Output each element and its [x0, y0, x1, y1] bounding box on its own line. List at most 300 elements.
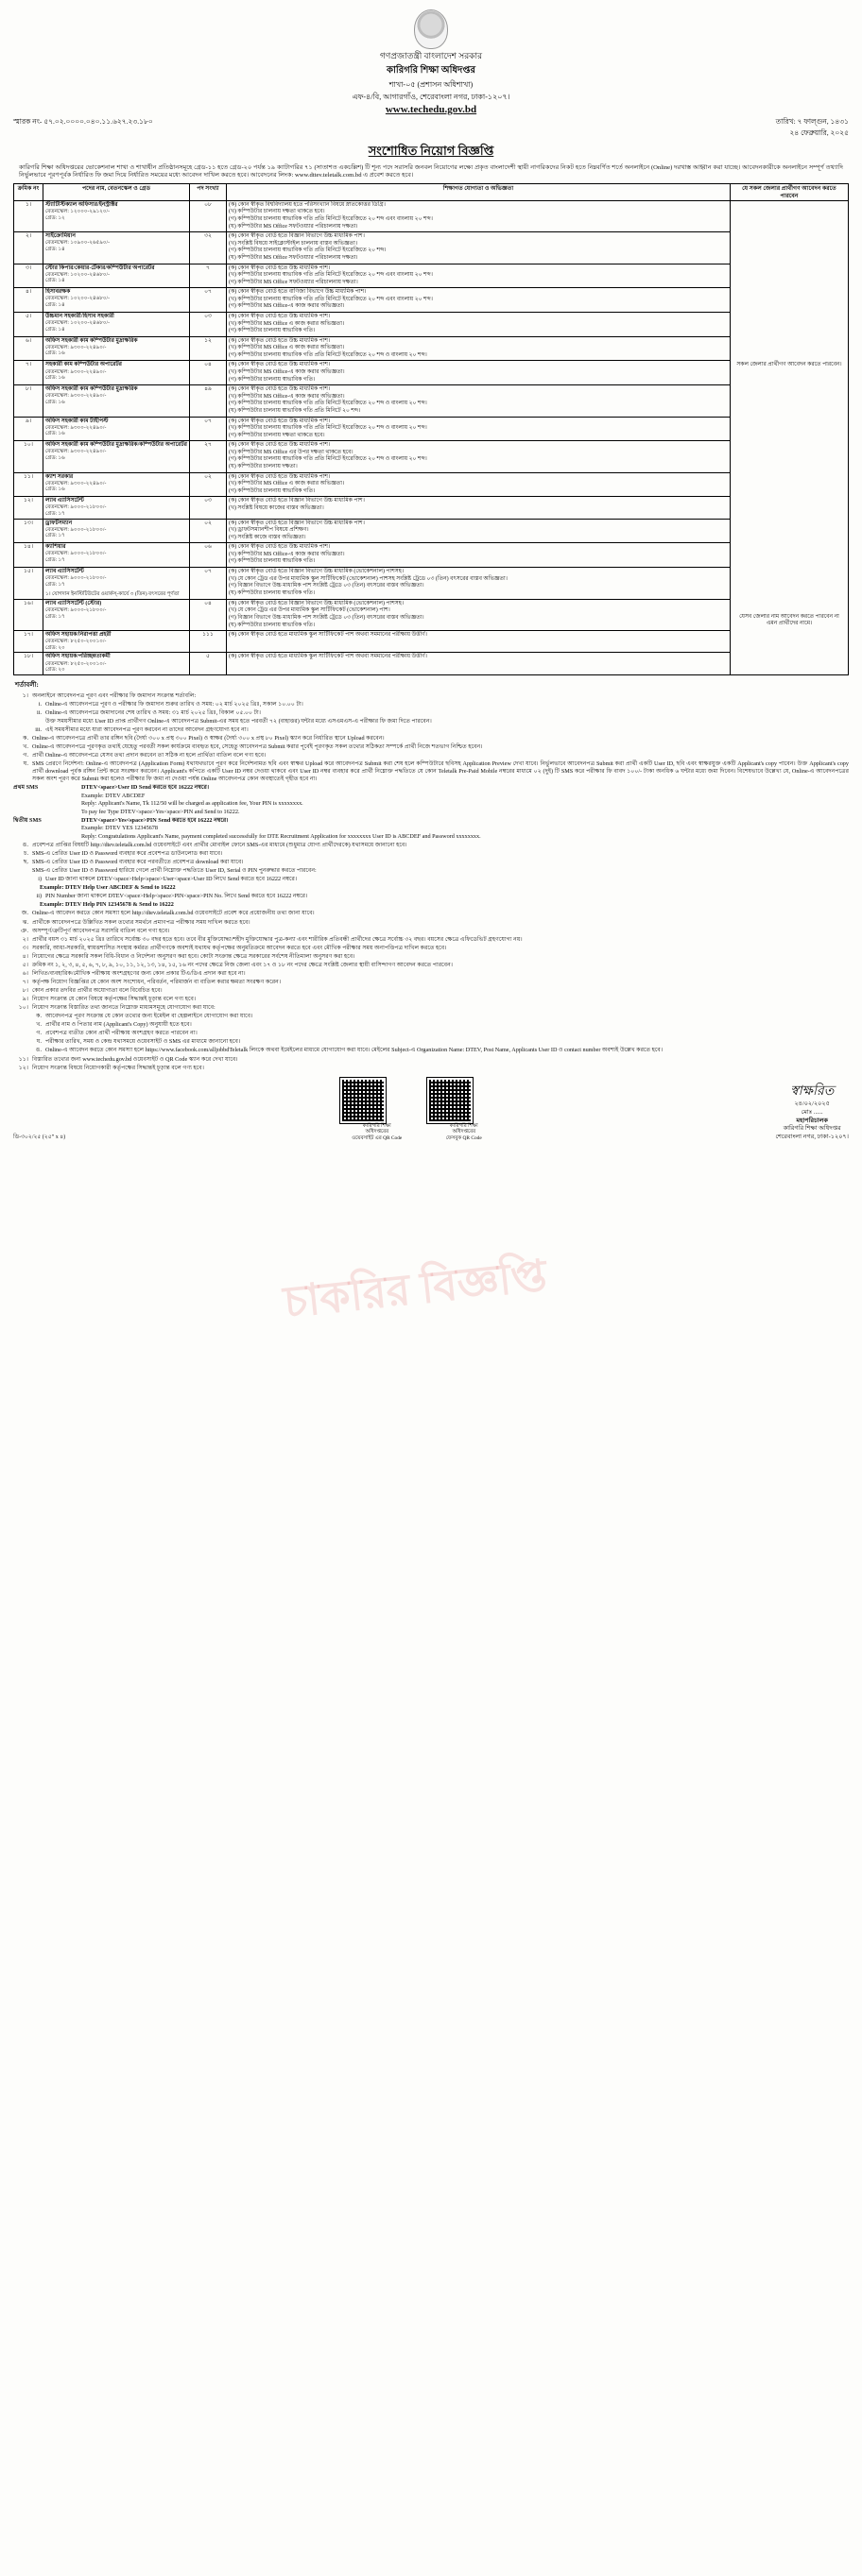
qualification-line: (ক) কোন স্বীকৃত বোর্ড হতে বিজ্ঞান বিভাগে উচ্চ মাধ্যমিক পাশ।: [229, 520, 365, 526]
post-title: ক্যাশিয়ার: [45, 544, 66, 551]
cell-post: [43, 313, 190, 337]
cell-sl: ১৬।: [14, 599, 43, 630]
th-district: যে সকল জেলার প্রার্থীগণ আবেদন করতে পারবেন: [731, 184, 849, 201]
condition-subitem: [26, 718, 849, 725]
condition-number: ঘ.: [36, 1038, 42, 1046]
cell-post: [43, 232, 190, 264]
cell-qualification: [227, 264, 731, 288]
condition-text: আবেদনপত্র পূরণ সংক্রান্ত যে কোন তথ্যের জন্য ইমেইল বা হেল্পলাইনে যোগাযোগ করা যাবে।: [45, 1013, 253, 1020]
cell-post: [43, 264, 190, 288]
signature-scribble: স্বাক্ষরিত: [790, 1083, 835, 1100]
subitem-text: Online-এ আবেদনপত্রে পূরণ ও পরীক্ষার ফি জমাদান শুরুর তারিখ ও সময়: ০২ মার্চ ২০২৫ খ্রিঃ, সকাল ১০.০০ টা।: [45, 700, 303, 708]
condition-number: ৪।: [22, 952, 28, 960]
post-title: সাইক্রোমিয়ান: [45, 233, 76, 240]
grade: গ্রেড: ১৬: [45, 350, 65, 357]
cell-qualification: [227, 497, 731, 519]
condition-subitem: [26, 709, 849, 717]
condition-item: [13, 743, 849, 751]
grade: গ্রেড: ১৪: [45, 246, 65, 252]
pay-scale: বেতনস্কেল: ৮২৫০-২০০১০/-: [45, 660, 107, 667]
qualification-line: (খ) ড্রাফটসম্যানশীপ বিষয়ে প্রশিক্ষণ।: [229, 527, 309, 534]
post-title: অফিস সহকারী কাম কম্পিউটার মুদ্রাক্ষরিক/কম্পিউটার অপারেটর: [45, 442, 187, 449]
numbered-condition: [13, 953, 849, 961]
memo-date-bar: [13, 117, 849, 140]
cell-sl: ১।: [14, 200, 43, 231]
district-note-line: যেসব জেলার নাম আবেদন করতে পারবেন না এমন প্রার্থীদের নামে।: [739, 613, 839, 626]
grade: গ্রেড: ১৭: [45, 510, 65, 517]
qualification-line: (খ) কম্পিউটার চালনায় স্বাভাবিক গতি প্রতি মিনিটে ইংরেজিতে ২০ শব্দ এবং বাংলায় ২০ শব্দ।: [229, 272, 433, 279]
page-title: সংশোধিত নিয়োগ বিজ্ঞপ্তি: [368, 143, 494, 158]
recovery-example-text: Example: DTEV Help User ABCDEF & Send to 16222: [40, 884, 176, 892]
cell-qualification: [227, 543, 731, 568]
second-sms-example: Example: DTEV YES 12345678: [81, 825, 158, 832]
sms-instructions: [13, 784, 849, 841]
post-title: ল্যাব এ্যাসিসটেন্ট: [45, 498, 84, 504]
second-sms-format: DTEV<space>Yes<space>PIN Send করতে হবে 16222 নম্বরে।: [81, 816, 229, 824]
condition-item: [13, 760, 849, 783]
table-row: [14, 441, 849, 472]
qr2-caption-1: কারিগরি শিক্ষা: [449, 1122, 478, 1129]
qualification-line: (ক) কোন স্বীকৃত বোর্ড হতে উচ্চ মাধ্যমিক পাশ।: [229, 314, 331, 319]
condition-number: ১০।: [18, 1004, 28, 1012]
cell-sl: ১৮।: [14, 653, 43, 674]
intro-paragraph: কারিগরি শিক্ষা অধিদপ্তরের ভোকেশনাল শাখা ও শাখাধীন প্রতিষ্ঠানসমূহে গ্রেড-১১ হতে গ্রেড-২০ পর্যন্ত ১৯ ক্যাটাগরির ৭১ (সাতাশত একচল্লিশ) টি শূন্য পদে সরাসরি জনবল নিয়োগের লক্ষ্যে প্রকৃত বাংলাদেশী স্থায়ী নাগরিকদের নিকট হতে নিম্নবর্ণিত শর্তে অনলাইনে (Online) দরখাস্ত আহ্বান করা যাচ্ছে। আবেদনকারীকে অনলাইনে সম্পূর্ণ তথ্যাদি নির্ভুলভাবে পূরণপূর্বক নির্ধারিত ফি জমা দিয়ে নির্ধারিত সময়ের মধ্যে আবেদন দাখিল করতে হবে। আবেদনের লিংক: www.dttev.teletalk.com.bd এ প্রবেশ করতে হবে।: [19, 163, 843, 179]
qr1-caption-3: ওয়েবসাইট এর QR Code: [352, 1135, 403, 1142]
pay-scale: বেতনস্কেল: ৯০০০-২১৮০০/-: [45, 551, 107, 557]
signatory-designation-3: শেরেবাংলা নগর, ঢাকা-১২০৭।: [775, 1134, 849, 1141]
condition-number: গ.: [36, 1030, 42, 1037]
post-title: অফিস সহকারী কাম টাইপিস্ট: [45, 418, 109, 424]
table-row: [14, 200, 849, 231]
table-row: [14, 631, 849, 653]
grade: গ্রেড: ২০: [45, 667, 65, 674]
cell-post: [43, 336, 190, 361]
cell-vacancy-count: ০৭: [190, 568, 227, 600]
pay-scale: বেতনস্কেল: ৯০০০-২১৮০০/-: [45, 526, 107, 533]
condition-text: নিয়োগের ক্ষেত্রে সরকারি সকল বিধি-বিধান ও নির্দেশনা অনুসরণ করা হবে। কোটা সংক্রান্ত ক্ষেত্রে সরকারের সর্বশেষ নীতিমালা অনুসরণ করা হবে।: [32, 952, 355, 960]
numbered-condition: [13, 987, 849, 995]
cell-post: [43, 543, 190, 568]
qualification-line: (ঘ) কম্পিউটার চালনায় স্বাভাবিক গতি।: [229, 622, 316, 628]
table-row: [14, 232, 849, 264]
recovery-example: [40, 901, 849, 909]
pay-scale: বেতনস্কেল: ৯৩০০-২২৪৯০/-: [45, 449, 107, 455]
qualification-line: (ক) কোন স্বীকৃত বোর্ড হতে উচ্চ মাধ্যমিক পাশ।: [229, 418, 331, 424]
pay-scale: বেতনস্কেল: ৯৩০০-২২৪৯০/-: [45, 424, 107, 431]
document-footer: [13, 1078, 849, 1142]
grade: গ্রেড: ২০: [45, 644, 65, 651]
office-address: এফ-৪/বি, আগারগাঁও, শেরেবাংলা নগর, ঢাকা-১২০৭।: [352, 92, 510, 101]
table-row: [14, 385, 849, 417]
table-row: [14, 519, 849, 543]
cell-vacancy-count: ০২: [190, 472, 227, 497]
post-title: ড্রাফটসম্যান: [45, 520, 73, 526]
qualification-line: (ক) কোন স্বীকৃত বোর্ড হতে উচ্চ মাধ্যমিক পাশ।: [229, 362, 331, 368]
cell-vacancy-count: ০৬: [190, 543, 227, 568]
qualification-line: (ক) কোন স্বীকৃত বোর্ড হতে মাধ্যমিক স্কুল সার্টিফিকেট পাশ অথবা সমমানের পরীক্ষায় উত্তীর্ণ।: [229, 632, 427, 639]
cell-qualification: [227, 385, 731, 417]
cell-post: [43, 361, 190, 385]
condition-number: [13, 867, 32, 875]
document-header: [13, 9, 849, 115]
cell-post: [43, 599, 190, 630]
condition-item: [13, 919, 849, 927]
condition-subitem: [26, 726, 849, 734]
recovery-example: [40, 884, 849, 892]
post-extra-note: ১। যোগদান ইনস্টিটিউটের ওয়ার্কস্-কার্যে ৩ (তিন) বৎসরের পূর্ণতা: [45, 591, 180, 598]
cell-sl: ৪।: [14, 288, 43, 313]
cell-post: [43, 519, 190, 543]
condition-number: ৭।: [22, 978, 28, 985]
condition-text: অসম্পূর্ণ/ত্রুটিপূর্ণ আবেদনপত্র সরাসরি বাতিল বলে গণ্য হবে।: [32, 927, 170, 934]
qualification-line: (ক) কোন স্বীকৃত বোর্ড হতে উচ্চ মাধ্যমিক পাশ।: [229, 264, 331, 271]
condition-item: [13, 928, 849, 935]
qualification-line: (গ) কম্পিউটার চালনায় স্বাভাবিক গতি।: [229, 376, 316, 383]
watermark: চাকরির বিজ্ঞপ্তি: [281, 1251, 549, 1327]
condition-text: SMS-এ প্রেরিত User ID ও Password ব্যবহার করে প্রবেশপত্র ডাউনলোড করা যাবে।: [32, 850, 223, 857]
grade: গ্রেড: ১৬: [45, 399, 65, 405]
cell-vacancy-count: ০৩: [190, 313, 227, 337]
cell-qualification: [227, 653, 731, 674]
signature-block: [775, 1083, 849, 1142]
second-sms-label: দ্বিতীয় SMS: [13, 816, 42, 824]
table-row: [14, 313, 849, 337]
post-title: অফিস সহায়ক/নিরাপত্তা প্রহরী: [45, 632, 112, 639]
condition-item: [13, 859, 849, 866]
condition-text: Online-এ আবেদন করতে কোন সমস্যা হলে http://dtev.teletalk.com.bd ওয়েবসাইটে প্রবেশ করে প্রয়োজনীয় তথ্য জানা যাবে।: [32, 910, 315, 917]
table-row: [14, 497, 849, 519]
th-count: পদ সংখ্যা: [190, 184, 227, 201]
qualification-line: (ক) কোন স্বীকৃত বোর্ড হতে বিজ্ঞান বিভাগে উচ্চ মাধ্যমিক (ভোকেশনাল) পাশসহ।: [229, 569, 405, 575]
post-title: স্টোর কিপার/কেয়ার-টেকার/কম্পিউটার অপারেটর: [45, 264, 155, 271]
cell-sl: ৯।: [14, 417, 43, 441]
pay-scale: বেতনস্কেল: ১০২০০-২৪৬৮০/-: [45, 320, 110, 327]
condition-text: SMS-এ প্রেরিত User ID ও Password ব্যবহার করে পরবর্তীতে প্রবেশপত্র download করা যাবে।: [32, 859, 244, 866]
first-sms-format: DTEV<space>User ID Send করতে হবে 16222 নম্বরে।: [81, 784, 210, 792]
table-row: [14, 264, 849, 288]
pay-scale: বেতনস্কেল: ৮২৫০-২০০১০/-: [45, 639, 107, 645]
cell-qualification: [227, 313, 731, 337]
conditions-title: শর্তাবলী:: [15, 680, 39, 689]
condition-number: ক.: [23, 735, 28, 742]
cell-district-note: [731, 200, 849, 674]
conditions-section: [13, 679, 849, 1072]
condition-number: জ.: [21, 910, 28, 917]
cell-vacancy-count: ৩২: [190, 232, 227, 264]
cell-sl: ১০।: [14, 441, 43, 472]
qualification-line: (খ) কম্পিউটার MS Office এর উপর দক্ষতা থাকতে হবে।: [229, 449, 353, 455]
cell-qualification: [227, 361, 731, 385]
condition-number: ii): [36, 893, 42, 900]
govt-emblem-icon: [414, 9, 448, 49]
branch-name: শাখা-০৫ (প্রশাসন অধিশাখা): [388, 79, 474, 89]
cell-qualification: [227, 441, 731, 472]
subitem-text: এই সময়সীমার মধ্যে যারা আবেদনপত্র পূরণ করবেন না তাদের আবেদন গ্রহণযোগ্য হবে না।: [45, 725, 249, 733]
recovery-item: [26, 876, 849, 883]
post-title: ল্যাব এ্যাসিসটেন্ট: [45, 569, 84, 575]
th-qualification: শিক্ষাগত যোগ্যতা ও অভিজ্ঞতা: [227, 184, 731, 201]
post-title: সহকারী কাম কম্পিউটার অপারেটর: [45, 362, 122, 368]
qualification-line: (ক) কোন স্বীকৃত বোর্ড হতে উচ্চ মাধ্যমিক পাশ।: [229, 473, 331, 480]
first-sms-label: প্রথম SMS: [13, 784, 39, 792]
cell-qualification: [227, 472, 731, 497]
qualification-line: (গ) কম্পিউটার MS Office-এ কাজ করার অভিজ্ঞতা।: [229, 303, 345, 310]
subitem-text: Online-এ আবেদনপত্রে জমাদানের শেষ তারিখ ও সময়: ৩১ মার্চ ২০২৫ খ্রিঃ, বিকাল ০৫.০০ টা।: [45, 708, 261, 716]
grade: গ্রেড: ১৭: [45, 556, 65, 563]
cell-sl: ৩।: [14, 264, 43, 288]
grade: গ্রেড: ১৭: [45, 613, 65, 620]
qualification-line: (গ) কম্পিউটার চালনায় স্বাভাবিক গতি প্রতি মিনিটে ইংরেজিতে ২০ শব্দ ও বাংলায় ২০ শব্দ।: [229, 401, 427, 407]
condition-number: গ.: [23, 752, 28, 759]
cell-vacancy-count: ০৭: [190, 417, 227, 441]
post-title: অফিস সহকারী কাম কম্পিউটার মুদ্রাক্ষরিক: [45, 386, 138, 393]
table-header-row: [14, 184, 849, 201]
post-title: হিসাবরক্ষক: [45, 289, 71, 296]
grade: গ্রেড: ১৪: [45, 278, 65, 284]
date-en: ২৪ ফেব্রুয়ারি, ২০২৫: [789, 128, 849, 137]
post-title: ক্যাশ সরকার: [45, 473, 74, 480]
grade: গ্রেড: ১৬: [45, 431, 65, 437]
grade: গ্রেড: ১৬: [45, 486, 65, 493]
subitem-text: উক্ত সময়সীমার মধ্যে User ID প্রাপ্ত প্রার্থীগণ Online-এ আবেদনপত্র Submit-এর সময় হতে পরবর্তী ৭২ (বাহাত্তর) ঘন্টার মধ্যে এসএমএস-এ পরীক্ষার ফি জমা দিতে পারবেন।: [45, 717, 432, 725]
qualification-line: (খ) কম্পিউটার চালনায় স্বাভাবিক গতি প্রতি মিনিটে ইংরেজিতে ২০ শব্দ এবং বাংলায় ২০ শব্দ।: [229, 296, 433, 302]
condition-text: SMS-এ প্রেরিত User ID ও Password হারিয়ে গেলে প্রার্থী নিম্নোক্ত পদ্ধতিতে User ID, Serial ও PIN পুনরুদ্ধার করতে পারবেন:: [32, 867, 317, 875]
condition-number: ঞ.: [20, 927, 28, 934]
final-note: [13, 1056, 849, 1064]
cell-vacancy-count: ১২: [190, 336, 227, 361]
qualification-line: (ক) কোন স্বীকৃত বোর্ড হতে বিজ্ঞান বিভাগে উচ্চ মাধ্যমিক (ভোকেশনাল) পাশসহ।: [229, 600, 405, 606]
condition-number: ৬।: [22, 969, 28, 977]
cell-qualification: [227, 336, 731, 361]
condition-item: [13, 842, 849, 849]
cell-vacancy-count: ১১১: [190, 631, 227, 653]
qualification-line: (গ) কম্পিউটার MS Office সফটওয়্যার পরিচালনায় দক্ষতা।: [229, 279, 358, 285]
condition-number: ১।: [22, 691, 28, 699]
subitem-number: iii.: [35, 725, 42, 733]
qualification-line: (খ) কম্পিউটার MS Office-এ কাজ করার অভিজ্ঞতা।: [229, 393, 345, 400]
first-sms-next: To pay fee Type DTEV<space>Yes<space>PIN and Send to 16222.: [81, 808, 240, 815]
qualification-line: (গ) কম্পিউটার চালনায় স্বাভাবিক গতি প্রতি মিনিটে ইংরেজিতে ২০ শব্দ।: [229, 247, 387, 254]
govt-line-1: গণপ্রজাতন্ত্রী বাংলাদেশ সরকার: [379, 51, 483, 60]
post-title: অফিস সহকারী কাম কম্পিউটার মুদ্রাক্ষরিক: [45, 337, 138, 344]
qualification-line: (ক) কোন স্বীকৃত বিশ্ববিদ্যালয় হতে পরিসংখ্যান বিষয়ে স্নাতকোত্তর ডিগ্রি।: [229, 201, 386, 208]
condition-text: Online-এ আবেদনপত্রে প্রার্থী তার রঙ্গিন ছবি (দৈর্ঘ্য ৩০০ x প্রস্থ ৩০০ Pixel) ও স্বাক্ষর (দৈর্ঘ্য ৩০০ x প্রস্থ ৮০ Pixel) স্ক্যান করে নির্ধারিত স্থানে Upload করবেন।: [32, 735, 385, 742]
grade: গ্রেড: ১৪: [45, 301, 65, 308]
numbered-condition: [13, 936, 849, 944]
cell-post: [43, 200, 190, 231]
pay-scale: বেতনস্কেল: ৯৩০০-২২৪৯০/-: [45, 393, 107, 400]
cell-post: [43, 288, 190, 313]
qualification-line: (ক) কোন স্বীকৃত বোর্ড হতে উচ্চ মাধ্যমিক পাশ।: [229, 544, 331, 551]
pay-scale: বেতনস্কেল: ৯০০০-২১৮০০/-: [45, 575, 107, 582]
qualification-line: (খ) যে কোন ট্রেড এর উপর মাধ্যমিক স্কুল সার্টিফিকেট (ভোকেশনাল) পাশসহ সংশ্লিষ্ট ট্রেডে ০৩ (তিন) বৎসরের বাস্তব অভিজ্ঞতা।: [229, 575, 508, 582]
grade: গ্রেড: ১৬: [45, 375, 65, 382]
facebook-qr-code[interactable]: [427, 1078, 473, 1123]
qualification-line: (খ) কম্পিউটার চালনায় স্বাভাবিক গতি প্রতি মিনিটে ইংরেজিতে ২০ শব্দ ও বাংলায় ২০ শব্দ।: [229, 425, 427, 432]
condition-text: কোন প্রকার তদবির প্রার্থীর অযোগ্যতা বলে বিবেচিত হবে।: [32, 987, 163, 994]
cell-sl: ১২।: [14, 497, 43, 519]
signature-date: ২৪/০২/২০২৫: [794, 1100, 830, 1108]
qualification-line: (ঘ) কম্পিউটার MS Office সফটওয়্যার পরিচালনায় দক্ষতা।: [229, 254, 358, 261]
second-sms-reply: Reply: Congratulations Applicant's Name, payment completed successfully for DTE Recruitment Application for xxxxxxxx User ID is ABCDEF and Password xxxxxxxx.: [81, 832, 481, 840]
cell-qualification: [227, 631, 731, 653]
recovery-example-text: Example: DTEV Help PIN 12345678 & Send to 16222: [40, 901, 174, 909]
qualification-line: (ঘ) কম্পিউটার চালনায় স্বাভাবিক গতি প্রতি মিনিটে ২০ শব্দ।: [229, 407, 361, 414]
memo-number: স্মারক নং- ৫৭.০২.০০০০.০৪০.১১.৬২৭.২৩.১৮০: [13, 116, 153, 126]
cell-sl: ৮।: [14, 385, 43, 417]
pay-scale: বেতনস্কেল: ৯৩০০-২২৪৯০/-: [45, 480, 107, 486]
qualification-line: (খ) কম্পিউটার চালনায় দক্ষতা থাকতে হবে।: [229, 209, 325, 215]
subitem-number: i.: [38, 700, 42, 708]
cell-vacancy-count: ৭: [190, 264, 227, 288]
condition-number: ৯।: [22, 996, 28, 1003]
table-row: [14, 543, 849, 568]
qualification-line: (গ) কম্পিউটার চালনায় স্বাভাবিক গতি।: [229, 328, 316, 334]
th-sl: ক্রমিক নং: [14, 184, 43, 201]
condition-text: নিয়োগ সংক্রান্ত যে কোন বিষয়ে কর্তৃপক্ষের সিদ্ধান্তই চূড়ান্ত বলে গণ্য হবে।: [32, 996, 197, 1003]
pay-scale: বেতনস্কেল: ৯০০০-২১৮০০/-: [45, 504, 107, 511]
cell-vacancy-count: ০৪: [190, 361, 227, 385]
signatory-designation-1: মহাপরিচালক: [796, 1117, 828, 1124]
qualification-line: (ঘ) কম্পিউটার চালনায় দক্ষতা।: [229, 463, 298, 469]
condition-number: ক.: [36, 1013, 42, 1020]
cell-vacancy-count: ০৭: [190, 288, 227, 313]
qualification-line: (ক) কোন স্বীকৃত বোর্ড হতে উচ্চ মাধ্যমিক পাশ।: [229, 442, 331, 449]
subitem-number: ii.: [37, 708, 42, 716]
cell-qualification: [227, 200, 731, 231]
cell-sl: ৬।: [14, 336, 43, 361]
condition-number: ঙ.: [35, 1047, 42, 1054]
qualification-line: (ক) কোন স্বীকৃত বোর্ড হতে উচ্চ মাধ্যমিক পাশ।: [229, 386, 331, 393]
footer-memo: ডি-৩০২/২৫ (২৫” x ৪): [13, 1134, 66, 1140]
district-note-line: সকল জেলার প্রার্থীগণ আবেদন করতে পারবেন।: [736, 361, 842, 367]
table-row: [14, 653, 849, 674]
cell-qualification: [227, 417, 731, 441]
qr1-caption-2: অধিদপ্তরের: [365, 1129, 389, 1135]
subitem-number: [26, 718, 45, 725]
condition-number: ১১।: [18, 1055, 28, 1063]
grade: গ্রেড: ১৬: [45, 454, 65, 461]
pay-scale: বেতনস্কেল: ১০২০০-২৪৬৮০/-: [45, 296, 110, 302]
numbered-condition: [13, 970, 849, 978]
condition-text: অনলাইনে আবেদনপত্র পূরণ এবং পরীক্ষার ফি জমাদান সংক্রান্ত শর্তাবলি:: [32, 691, 197, 699]
condition-number: ৫।: [22, 961, 28, 968]
th-post: পদের নাম, বেতনস্কেল ও গ্রেড: [43, 184, 190, 201]
qualification-line: (গ) বিজ্ঞান বিভাগে উচ্চ মাধ্যমিক পাশ সংশ্লিষ্ট ট্রেডে ০৩ (তিন) বৎসরের বাস্তব অভিজ্ঞতা।: [229, 615, 424, 622]
cell-sl: ৫।: [14, 313, 43, 337]
cell-vacancy-count: ০৩: [190, 497, 227, 519]
posts-table: [13, 183, 849, 674]
qualification-line: (ক) কোন স্বীকৃত বোর্ড হতে মাধ্যমিক স্কুল সার্টিফিকেট পাশ অথবা সমমানের পরীক্ষায় উত্তীর্ণ।: [229, 654, 427, 660]
condition-item: [13, 850, 849, 858]
qualification-line: (ক) কোন স্বীকৃত বোর্ড হতে বিজ্ঞান বিভাগে উচ্চ মাধ্যমিক পাশ।: [229, 233, 365, 240]
pay-scale: বেতনস্কেল: ১০২০০-২৪৬৮০/-: [45, 271, 110, 278]
signatory-name: মোঃ ......: [801, 1108, 823, 1116]
numbered-condition: [13, 945, 849, 952]
condition-item: [13, 692, 849, 700]
pay-scale: বেতনস্কেল: ১০৯০০-২৬৫৯০/-: [45, 240, 110, 247]
condition-number: ছ.: [23, 859, 28, 866]
condition-number: খ.: [23, 743, 28, 751]
condition-text: প্রার্থীর বয়স ৩১ মার্চ ২০২৫ খ্রিঃ তারিখে সর্বোচ্চ ৩০ বছর হতে হবে। তবে বীর মুক্তিযোদ্ধা/শহীদ মুক্তিযোদ্ধার পুত্র-কন্যা এবং শারীরিক প্রতিবন্ধী প্রার্থীদের ক্ষেত্রে সর্বোচ্চ ৩২ বছর। বয়সের ক্ষেত্রে এফিডেভিট গ্রহণযোগ্য নয়।: [32, 935, 523, 943]
pay-scale: বেতনস্কেল: ৯৩০০-২২৪৯০/-: [45, 368, 107, 375]
condition-text: প্রার্থীর নাম ও পিতার নাম (Applicant's Copy) অনুযায়ী হতে হবে।: [45, 1021, 192, 1029]
condition-text: প্রবেশপত্র ব্যতীত কোন প্রার্থী পরীক্ষায় অংশগ্রহণ করতে পারবেন না।: [45, 1030, 198, 1037]
pay-scale: বেতনস্কেল: ৯০০০-২১৮০০/-: [45, 606, 107, 613]
condition-text: পরীক্ষার তারিখ, সময় ও কেন্দ্র যথাসময়ে ওয়েবসাইট ও SMS এর মাধ্যমে জানানো হবে।: [45, 1038, 241, 1046]
condition-text: প্রার্থী Online-এ আবেদনপত্রে যেসব তথ্য প্রদান করবেন তা সঠিক না হলে প্রার্থিতা বাতিল বলে গণ্য হবে।: [32, 752, 267, 759]
condition-number: ঘ.: [23, 760, 28, 768]
qualification-line: (ক) কোন স্বীকৃত বোর্ড হতে উচ্চ মাধ্যমিক পাশ।: [229, 337, 331, 344]
qualification-line: (খ) কম্পিউটার MS Office-এ কাজ করার অভিজ্ঞতা।: [229, 369, 345, 376]
numbered-condition: [13, 996, 849, 1003]
qualification-line: (খ) সংশ্লিষ্ট বিষয়ে সাইক্লোস্টাইল চালনায় বাস্তব অভিজ্ঞতা।: [229, 240, 358, 247]
cell-qualification: [227, 568, 731, 600]
qualification-line: (গ) কম্পিউটার চালনায় স্বাভাবিক গতি প্রতি মিনিটে ইংরেজিতে ২০ শব্দ এবং বাংলায় ২০ শব্দ।: [229, 216, 433, 223]
condition-text: প্রবেশপত্র প্রাপ্তির বিষয়টি http://dtev.teletalk.com.bd ওয়েবসাইটে এবং প্রার্থীর মোবাইল ফোনে SMS-এর মাধ্যমে (শুধুমাত্র যোগ্য প্রার্থীদেরকে) যথাসময়ে জানানো হবে।: [32, 841, 407, 848]
table-row: [14, 336, 849, 361]
qualification-line: (গ) কম্পিউটার চালনায় স্বাভাবিক গতি।: [229, 487, 316, 494]
cell-sl: ৭।: [14, 361, 43, 385]
directorate-name: কারিগরি শিক্ষা অধিদপ্তর: [386, 64, 476, 76]
cell-qualification: [227, 288, 731, 313]
cell-vacancy-count: ২৭: [190, 441, 227, 472]
website-qr-code[interactable]: [340, 1078, 386, 1123]
condition-text: ক্রমিক নং ১, ২, ৩, ৪, ৫, ৬, ৭, ৮, ৯, ১০, ১১, ১২, ১৩, ১৪, ১৫, ১৬ নং পদের ক্ষেত্রে নিজ জেলা এবং ১৭ ও ১৮ নং পদের ক্ষেত্রে সংশ্লিষ্ট জেলার স্থায়ী বাসিন্দাগণ আবেদন করতে পারবেন।: [32, 961, 454, 968]
first-sms-reply: Reply: Applicant's Name, Tk 112/50 will be charged as application fee, Your PIN is xxxxxxxx.: [81, 800, 303, 808]
condition-text: সরকারি, আধা-সরকারি, স্বায়ত্তশাসিত সংস্থায় কর্মরত প্রার্থীগণকে অবশ্যই যথাযথ কর্তৃপক্ষের অনুমতিক্রমে আবেদন করতে হবে এবং মৌখিক পরীক্ষার সময় অনাপত্তিপত্র দাখিল করতে হবে।: [32, 944, 447, 951]
cell-sl: ১১।: [14, 472, 43, 497]
table-row: [14, 361, 849, 385]
condition-text: PIN Number জানা থাকলে DTEV<space>Help<space>PIN<space>PIN No. লিখে Send করতে হবে 16222 নম্বরে।: [45, 893, 308, 900]
condition-text: বিস্তারিত তথ্যের জন্য www.techedu.gov.bd ওয়েবসাইট ও QR Code স্ক্যান করে দেখা যাবে।: [32, 1055, 238, 1063]
cell-sl: ১৪।: [14, 543, 43, 568]
qualification-line: (গ) কম্পিউটার চালনায় স্বাভাবিক গতি প্রতি মিনিটে ইংরেজিতে ২০ শব্দ ও বাংলায় ২০ শব্দ।: [229, 456, 427, 463]
cell-qualification: [227, 599, 731, 630]
grade: গ্রেড: ১৭: [45, 581, 65, 588]
condition-number: ১২।: [18, 1064, 28, 1071]
qualification-line: (খ) সংশ্লিষ্ট বিষয়ে কাজের বাস্তব অভিজ্ঞতা।: [229, 504, 324, 511]
table-row: [14, 288, 849, 313]
numbered-condition: [13, 979, 849, 986]
cell-vacancy-count: ০২: [190, 519, 227, 543]
qualification-line: (খ) কম্পিউটার MS Office এ কাজ করার অভিজ্ঞতা।: [229, 320, 345, 327]
contact-item: [26, 1030, 849, 1037]
numbered-condition: [13, 962, 849, 969]
qualification-line: (গ) বিজ্ঞান বিভাগে উচ্চ মাধ্যমিক পাশ সংশ্লিষ্ট ট্রেডে ০৩ (তিন) বৎসরের বাস্তব অভিজ্ঞতা।: [229, 583, 424, 589]
post-title: উচ্চমান সহকারী/হিসাব সহকারী: [45, 314, 114, 319]
condition-number: ৮।: [22, 987, 28, 994]
grade: গ্রেড: ১৪: [45, 326, 65, 333]
cell-sl: ২।: [14, 232, 43, 264]
date-label: তারিখ:: [775, 116, 796, 126]
qualification-line: (গ) কম্পিউটার চালনায় স্বাভাবিক গতি প্রতি মিনিটে ইংরেজিতে ২০ শব্দ ও বাংলায় ২০ শব্দ।: [229, 351, 427, 358]
numbered-condition: [13, 1004, 849, 1012]
table-row: [14, 417, 849, 441]
condition-text: লিখিত/ব্যবহারিক/মৌখিক পরীক্ষায় অংশগ্রহণের জন্য কোন প্রকার টিএ/ডিএ প্রদান করা হবে না।: [32, 969, 246, 977]
qualification-line: (ঘ) কম্পিউটার MS Office সফটওয়্যার পরিচালনায় দক্ষতা।: [229, 223, 358, 230]
date-bn: ৭ ফাল্গুন, ১৪৩১: [797, 116, 849, 126]
contact-item: [26, 1013, 849, 1020]
post-title: স্ট্যাটিস্টিক্যাল অফিসার/ইনস্ট্রাক্টর: [45, 201, 118, 208]
table-row: [14, 472, 849, 497]
table-row: [14, 568, 849, 600]
cell-post: [43, 631, 190, 653]
condition-number: ২।: [22, 935, 28, 943]
recovery-item: [26, 893, 849, 900]
cell-vacancy-count: ০৮: [190, 200, 227, 231]
website-link[interactable]: www.techedu.gov.bd: [385, 103, 477, 115]
